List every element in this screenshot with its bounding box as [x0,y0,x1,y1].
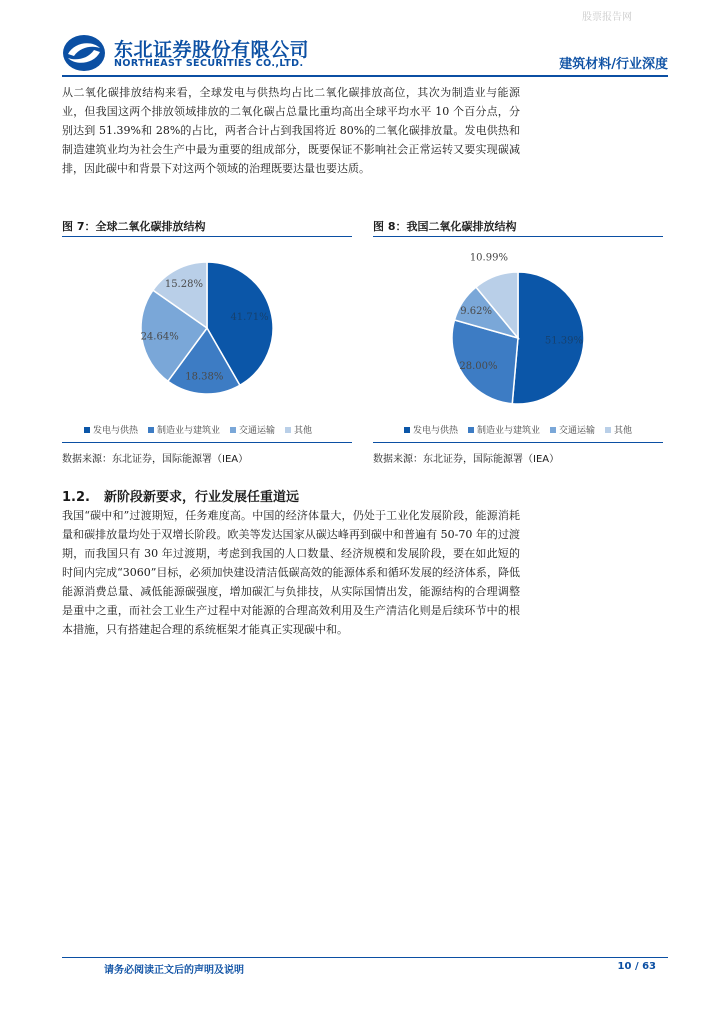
pie-data-label: 28.00% [459,360,498,372]
figure-8-legend [373,423,663,436]
figure-8-bottom-rule [373,442,663,443]
legend-item [550,423,595,436]
legend-swatch [230,427,236,433]
company-name-en: NORTHEAST SECURITIES CO.,LTD. [114,58,304,69]
report-type: 建筑材料/行业深度 [559,57,668,72]
legend-item [84,423,138,436]
figure-7-title: 图 7：全球二氧化碳排放结构 [62,220,206,233]
footer-divider [62,957,668,958]
watermark: 股票报告网 [582,12,632,23]
legend-label: 制造业与建筑业 [157,426,221,436]
legend-swatch [404,427,410,433]
footer-disclaimer: 请务必阅读正文后的声明及说明 [104,965,244,976]
figure-8-pie-chart [373,238,663,428]
figure-7-pie-chart [62,238,352,428]
legend-label: 交通运输 [239,426,276,436]
legend-item [230,423,275,436]
page-number: 10 / 63 [617,961,656,972]
section-number: 1.2. [62,490,90,505]
header-divider [62,75,668,77]
pie-data-label: 18.38% [185,371,224,383]
figure-7-bottom-rule [62,442,352,443]
figure-7-top-rule [62,236,352,237]
paragraph-2: 我国“碳中和”过渡期短，任务难度高。中国的经济体量大，仍处于工业化发展阶段，能源消耗量和碳排放量均处于双增长阶段。欧美等发达国家从碳达峰再到碳中和普遍有 50-70 年的过渡期，而我国只有 30 年过渡期，考虑到我国的人口数量、经济规模和发展阶段，要在如此短的时间内完成“3060”目标，必须加快建设清洁低碳高效的能源体系和循环发展的经济体系，降低能源消费总量、减低能源碳强度，增加碳汇与负排技，从实际国情出发，能源结构的合理调整是重中之重，而社会工业生产过程中对能源的合理高效利用及生产清洁化则是后续环节中的根本措施，只有搭建起合理的系统框架才能真正实现碳中和。 [62,509,520,636]
section-heading [62,486,313,505]
legend-swatch [550,427,556,433]
legend-label: 发电与供热 [93,426,139,436]
legend-label: 其他 [614,426,633,436]
legend-item [605,423,632,436]
figure-7 [62,218,352,464]
legend-label: 交通运输 [559,426,596,436]
company-logo-icon [62,34,106,72]
pie-data-label: 9.62% [460,306,493,318]
legend-label: 发电与供热 [412,426,458,436]
figure-8 [373,218,663,464]
figure-7-legend [62,423,374,436]
page-header [62,34,668,72]
paragraph-1: 从二氧化碳排放结构来看，全球发电与供热均占比二氧化碳排放高位，其次为制造业与能源业，但我国这两个排放领域排放的二氧化碳占总量比重均高出全球平均水平 10 个百分点，分别达到 51.39%和 28%的占比，两者合计占到我国将近 80%的二氧化碳排放量。发电供热和制造建筑业均为社会生产中最为重要的组成部分，既要保证不影响社会正常运转又要实现碳减排，因此碳中和背景下对这两个领域的治理既要达量也要达质。 [62,86,520,175]
legend-swatch [285,427,291,433]
legend-swatch [605,427,611,433]
pie-data-label: 15.28% [164,279,203,291]
pie-data-label: 24.64% [140,331,179,343]
pie-data-label: 10.99% [469,252,508,264]
figure-7-source: 数据来源：东北证券，国际能源署（IEA） [62,454,249,465]
legend-label: 制造业与建筑业 [476,426,540,436]
company-name-cn: 东北证券股份有限公司 [114,39,310,61]
legend-swatch [468,427,474,433]
figure-8-source: 数据来源：东北证券，国际能源署（IEA） [373,454,560,465]
legend-swatch [84,427,90,433]
legend-item [468,423,540,436]
figure-8-title: 图 8：我国二氧化碳排放结构 [373,220,517,233]
section-title: 新阶段新要求，行业发展任重道远 [103,490,299,505]
legend-item [404,423,458,436]
legend-label: 其他 [294,426,313,436]
pie-data-label: 41.71% [230,312,269,324]
legend-swatch [148,427,154,433]
legend-item [285,423,312,436]
legend-item [148,423,220,436]
figure-8-top-rule [373,236,663,237]
pie-data-label: 51.39% [544,335,584,347]
